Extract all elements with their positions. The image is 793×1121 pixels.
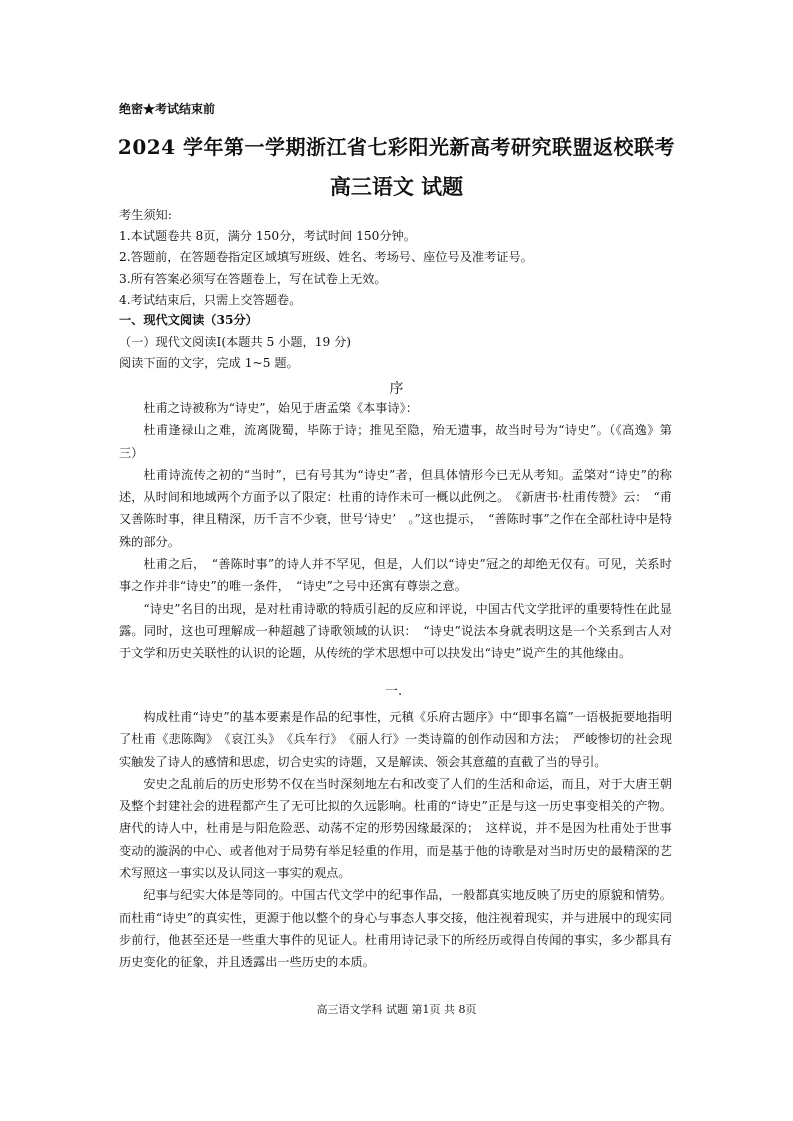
part-marker: 一. <box>385 684 403 699</box>
article-paragraph: 杜甫之诗被称为“诗史”，始见于唐孟棨《本事诗》： <box>143 401 418 415</box>
section-title: 一、现代文阅读（35分） <box>119 313 258 327</box>
section-subtitle: （一）现代文阅读Ⅰ(本题共 5 小题，19 分) <box>119 335 352 349</box>
notice-item: 3.所有答案必须写在答题卷上，写在试卷上无效。 <box>119 272 387 286</box>
article-paragraph: 杜甫诗流传之初的“当时”，已有号其为“诗史”者，但具体情形今已无从考知。孟棨对“诗史”的称述，从时间和地域两个方面予以了限定：杜甫的诗作未可一概以此例之。 《新唐书·杜甫传赞》云： “甫又善陈时事，律且精深，历千言不少衰，世号‘诗史’ 。”这也提示， “善陈时事”之作在全部杜诗中是特殊的部分。 <box>119 467 672 549</box>
article-body-part1 <box>119 397 672 665</box>
article-paragraph: 杜甫之后， “善陈时事”的诗人并不罕见，但是，人们以“诗史”冠之的却绝无仅有。可见，关系时事之作并非“诗史”的唯一条件， “诗史”之号中还寓有尊崇之意。 <box>119 557 672 594</box>
notice-item: 2.答题前，在答题卷指定区域填写班级、姓名、考场号、座位号及准考证号。 <box>119 250 533 264</box>
page-footer: 高三语文学科 试题 第1页 共 8页 <box>316 1003 477 1016</box>
exam-title: 2024 学年第一学期浙江省七彩阳光新高考研究联盟返校联考 <box>117 135 676 159</box>
article-paragraph: 构成杜甫“诗史”的基本要素是作品的纪事性，元稹《乐府古题序》中“即事名篇”一语极扼要地指明了杜甫《悲陈陶》 《哀江头》 《兵车行》 《丽人行》一类诗篇的创作动因和方法； 严峻惨切的社会现实触发了诗人的感情和思虑，切合史实的诗题，又是解读、领会其意蕴的直截了当的导引。 <box>119 710 672 769</box>
notice-item: 1.本试题卷共 8页，满分 150分，考试时间 150分钟。 <box>119 229 416 243</box>
notice-item: 4.考试结束后，只需上交答题卷。 <box>119 293 302 307</box>
exam-subtitle: 高三语文 试题 <box>329 174 464 199</box>
secret-mark: 绝密★考试结束前 <box>119 102 216 116</box>
article-paragraph: “诗史”名目的出现，是对杜甫诗歌的特质引起的反应和评说，中国古代文学批评的重要特性在此显露。同时，这也可理解成一种超越了诗歌领域的认识： “诗史”说法本身就表明这是一个关系到古人对于文学和历史关联性的认识的论题，从传统的学术思想中可以抉发出“诗史”说产生的其他缘由。 <box>119 601 672 661</box>
article-paragraph: 安史之乱前后的历史形势不仅在当时深刻地左右和改变了人们的生活和命运，而且，对于大唐王朝及整个封建社会的进程都产生了无可比拟的久远影响。杜甫的“诗史”正是与这一历史事变相关的产物。唐代的诗人中，杜甫是与阳危险恶、动荡不定的形势因缘最深的； 这样说，并不是因为杜甫处于世事变动的漩涡的中心、或者他对于局势有举足轻重的作用，而是基于他的诗歌是对当时历史的最精深的艺术写照这一事实以及认同这一事实的观点。 <box>119 776 672 881</box>
article-quote: 杜甫逢禄山之难，流离陇蜀，毕陈于诗；推见至隐，殆无遗事，故当时号为“诗史”。（《高逸》第三） <box>119 423 672 460</box>
notice-heading: 考生须知: <box>119 208 172 222</box>
article-paragraph: 纪事与纪实大体是等同的。中国古代文学中的纪事作品，一般都真实地反映了历史的原貌和情势。而杜甫“诗史”的真实性，更源于他以整个的身心与事态人事交接，他注视着现实，并与进展中的现实同步前行，他甚至还是一些重大事件的见证人。杜甫用诗记录下的所经历或得自传闻的事实，多少都具有历史变化的征象，并且透露出一些历史的本质。 <box>119 888 672 970</box>
article-title: 序 <box>389 381 404 397</box>
section-instruction: 阅读下面的文字，完成 1~5 题。 <box>119 356 299 370</box>
article-body-part2 <box>119 706 672 974</box>
